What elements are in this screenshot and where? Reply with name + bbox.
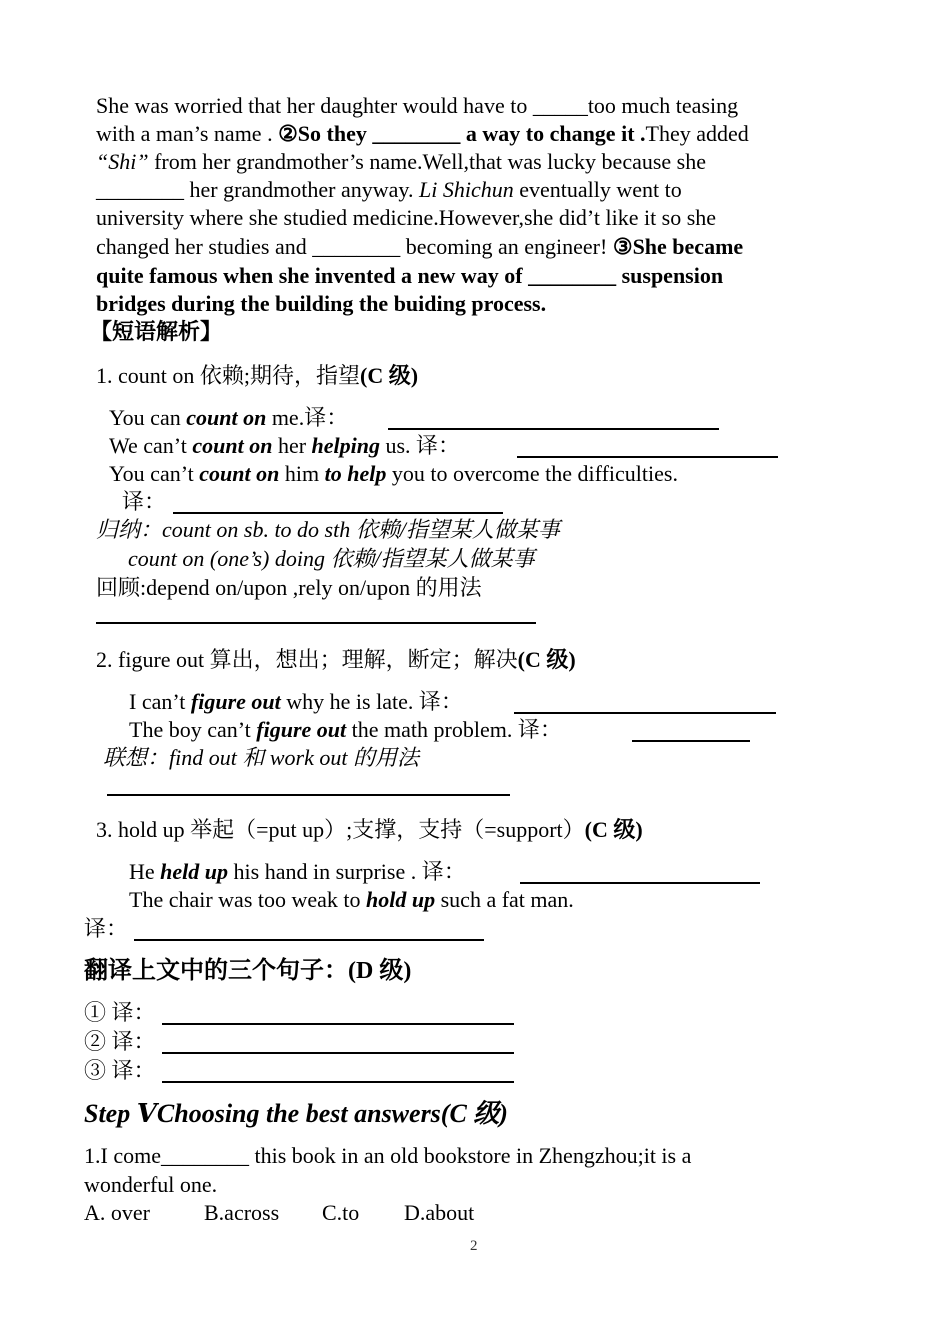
translate-label: 译：	[84, 916, 129, 941]
translate-label: 译：	[122, 489, 167, 514]
passage-line: university where she studied medicine.However,she did’t like it so she	[96, 205, 717, 230]
example-phrase: held up	[160, 859, 229, 884]
example-text: him	[279, 461, 325, 486]
section-title: 【短语解析】	[90, 319, 223, 344]
example-sentence	[129, 858, 466, 886]
question-text: 1.I come________ this book in an old bookstore in Zhengzhou;it is a	[84, 1143, 692, 1168]
answer-line[interactable]	[517, 456, 778, 458]
section-title: 翻译上文中的三个句子：(D 级)	[84, 958, 412, 984]
answer-line[interactable]	[514, 712, 776, 714]
phrase-heading	[96, 362, 418, 390]
option-d[interactable]: D.about	[404, 1200, 475, 1225]
answer-line[interactable]	[162, 1052, 514, 1054]
example-phrase: count on	[186, 405, 267, 430]
option-b[interactable]: B.across	[204, 1200, 280, 1225]
option-a[interactable]: A. over	[84, 1200, 150, 1225]
phrase-term: 3. hold up	[96, 817, 191, 842]
translate-label: ① 译：	[84, 1000, 156, 1025]
answer-line[interactable]	[388, 428, 719, 430]
answer-line[interactable]	[162, 1081, 514, 1083]
example-phrase: to help	[324, 461, 387, 486]
passage-name: Li Shichun	[419, 177, 514, 202]
passage-text: with a man’s name .	[96, 121, 279, 146]
example-text: us. 译：	[380, 433, 461, 458]
example-phrase: hold up	[366, 887, 436, 912]
translate-label: ② 译：	[84, 1029, 156, 1054]
passage-text: ________ her grandmother anyway.	[96, 177, 419, 202]
example-text: He	[129, 859, 161, 884]
example-text: the math problem. 译：	[346, 717, 562, 742]
example-text: you to overcome the difficulties.	[386, 461, 678, 486]
answer-line[interactable]	[632, 740, 750, 742]
summary-line: count on (one’s) doing 依赖/指望某人做某事	[128, 546, 535, 571]
example-text: me.译：	[266, 405, 349, 430]
phrase-heading	[96, 646, 576, 674]
answer-line[interactable]	[107, 794, 510, 796]
passage-line	[96, 120, 749, 148]
example-sentence	[129, 688, 463, 716]
example-text: her	[272, 433, 312, 458]
example-phrase: count on	[199, 461, 280, 486]
example-sentence	[109, 432, 460, 460]
step-title: Step ⅤChoosing the best answers(C 级)	[84, 1099, 508, 1128]
passage-line	[96, 176, 682, 204]
phrase-term: 2. figure out	[96, 647, 210, 672]
example-text: You can	[109, 405, 187, 430]
passage-text: changed her studies and ________ becoming an engineer!	[96, 234, 613, 259]
passage-line: She was worried that her daughter would have to _____too much teasing	[96, 93, 739, 118]
page-number: 2	[470, 1238, 478, 1254]
example-text: such a fat man.	[435, 887, 574, 912]
example-text: You can’t	[109, 461, 200, 486]
passage-line	[96, 148, 706, 176]
example-text: The boy can’t	[129, 717, 257, 742]
phrase-meaning: 举起（=put up）;支撑，支持（=support）	[190, 817, 585, 842]
example-text: his hand in surprise . 译：	[228, 859, 466, 884]
phrase-heading	[96, 816, 643, 844]
question-text: wonderful one.	[84, 1172, 218, 1197]
passage-text: They added	[645, 121, 749, 146]
sentence-2: ②So they ________ a way to change it .	[278, 121, 646, 146]
summary-line: 归纳：count on sb. to do sth 依赖/指望某人做某事	[96, 517, 560, 542]
passage-line	[96, 233, 743, 261]
example-sentence	[129, 716, 562, 744]
level-tag: (C 级)	[517, 647, 576, 672]
example-phrase: figure out	[256, 717, 347, 742]
association-line: 联想：find out 和 work out 的用法	[103, 745, 419, 770]
example-phrase: figure out	[190, 689, 281, 714]
answer-line[interactable]	[96, 622, 536, 624]
answer-line[interactable]	[173, 512, 503, 514]
example-sentence	[109, 404, 348, 432]
level-tag: (C 级)	[584, 817, 643, 842]
answer-line[interactable]	[134, 939, 484, 941]
example-text: The chair was too weak to	[129, 887, 367, 912]
answer-line[interactable]	[520, 882, 760, 884]
example-text: why he is late. 译：	[280, 689, 463, 714]
level-tag: (C 级)	[360, 363, 419, 388]
phrase-meaning: 算出，想出；理解，断定；解决	[209, 647, 518, 672]
sentence-3: ③She became	[612, 234, 744, 259]
passage-text: from her grandmother’s name.Well,that was lucky because she	[148, 149, 707, 174]
example-sentence	[129, 886, 574, 914]
option-c[interactable]: C.to	[322, 1200, 360, 1225]
example-phrase: count on	[192, 433, 273, 458]
phrase-meaning: 依赖;期待，指望	[199, 363, 361, 388]
sentence-3-cont: quite famous when she invented a new way of ________ suspension	[96, 263, 724, 288]
sentence-3-cont: bridges during the building the buiding process.	[96, 291, 547, 316]
example-text: I can’t	[129, 689, 191, 714]
example-sentence	[109, 460, 678, 488]
translate-label: ③ 译：	[84, 1058, 156, 1083]
passage-quote: “Shi”	[96, 149, 149, 174]
example-phrase: helping	[311, 433, 380, 458]
phrase-term: 1. count on	[96, 363, 200, 388]
answer-line[interactable]	[162, 1023, 514, 1025]
example-text: We can’t	[109, 433, 193, 458]
review-line: 回顾:depend on/upon ,rely on/upon 的用法	[96, 575, 482, 600]
passage-text: eventually went to	[513, 177, 682, 202]
